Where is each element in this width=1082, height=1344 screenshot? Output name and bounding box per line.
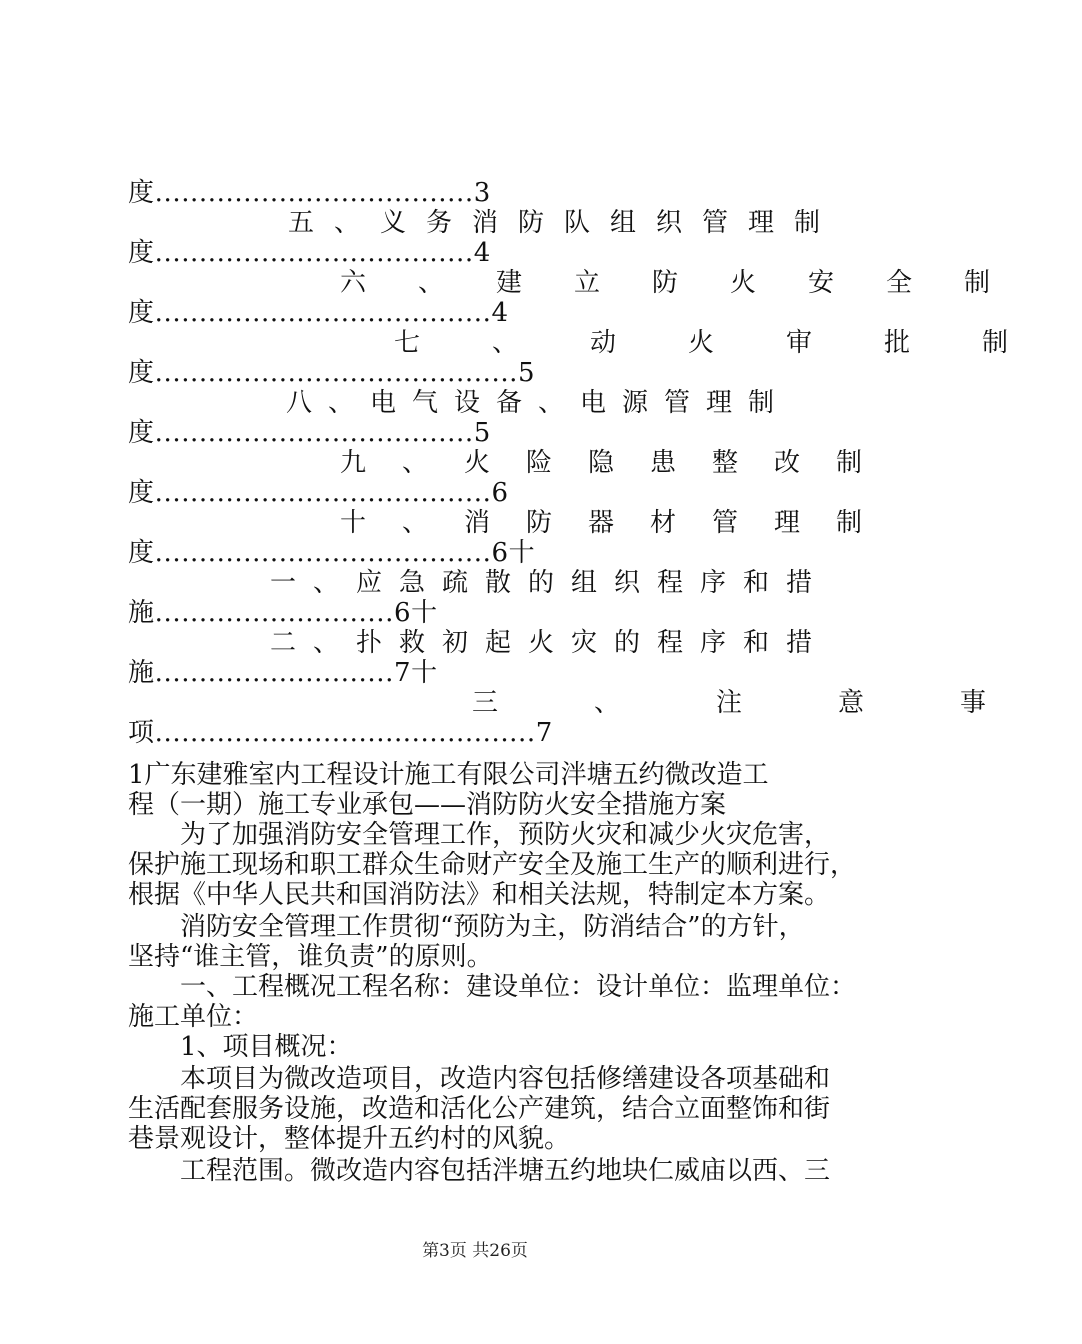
body-line: 一、工程概况工程名称：建设单位：设计单位：监理单位： [128, 972, 857, 1002]
toc-heading-text: 五、义务消防队组织管理制 [288, 208, 841, 238]
body-line: 保护施工现场和职工群众生命财产安全及施工生产的顺利进行， [128, 850, 857, 880]
toc-leader-line: 度......................................6十 [128, 538, 536, 568]
toc-leader-line: 度......................................4 [128, 298, 509, 328]
body-line: 根据《中华人民共和国消防法》和相关法规，特制定本方案。 [128, 880, 831, 910]
toc-leader-line: 施...........................7十 [128, 658, 438, 688]
toc-heading: 一、应急疏散的组织程序和措 [270, 568, 830, 598]
page-number-footer: 第3页 共26页 [422, 1241, 528, 1261]
body-line: 1广东建雅室内工程设计施工有限公司泮塘五约微改造工 [128, 760, 769, 790]
toc-heading: 六、建立防火安全制 [340, 268, 1043, 298]
toc-leader-line: 度....................................5 [128, 418, 491, 448]
toc-leader-line: 度....................................3 [128, 178, 491, 208]
body-line: 为了加强消防安全管理工作，预防火灾和减少火灾危害， [128, 820, 831, 850]
toc-leader-line: 度......................................6 [128, 478, 509, 508]
body-line: 施工单位： [128, 1002, 259, 1032]
toc-leader-line: 度.........................................5 [128, 358, 536, 388]
body-line: 巷景观设计，整体提升五约村的风貌。 [128, 1124, 571, 1154]
body-line: 消防安全管理工作贯彻“预防为主，防消结合”的方针， [128, 912, 805, 942]
toc-heading [128, 208, 841, 238]
toc-heading: 十、消防器材管理制 [340, 508, 899, 538]
toc-heading: 三、注意事 [472, 688, 1082, 718]
body-line: 生活配套服务设施，改造和活化公产建筑，结合立面整饰和街 [128, 1094, 831, 1124]
body-line: 坚持“谁主管，谁负责”的原则。 [128, 942, 493, 972]
toc-leader-line: 度....................................4 [128, 238, 491, 268]
toc-heading: 二、扑救初起火灾的程序和措 [270, 628, 830, 658]
toc-heading: 八、电气设备、电源管理制 [286, 388, 791, 418]
body-line: 程（一期）施工专业承包——消防防火安全措施方案 [128, 790, 727, 820]
toc-heading: 九、火险隐患整改制 [340, 448, 899, 478]
toc-leader-line: 施...........................6十 [128, 598, 438, 628]
body-line: 工程范围。微改造内容包括泮塘五约地块仁威庙以西、三 [128, 1156, 831, 1186]
body-line: 1、项目概况： [128, 1032, 353, 1062]
body-line: 本项目为微改造项目，改造内容包括修缮建设各项基础和 [128, 1064, 831, 1094]
toc-leader-line: 项...........................................7 [128, 718, 553, 748]
toc-heading: 七、动火审批制 [394, 328, 1081, 358]
